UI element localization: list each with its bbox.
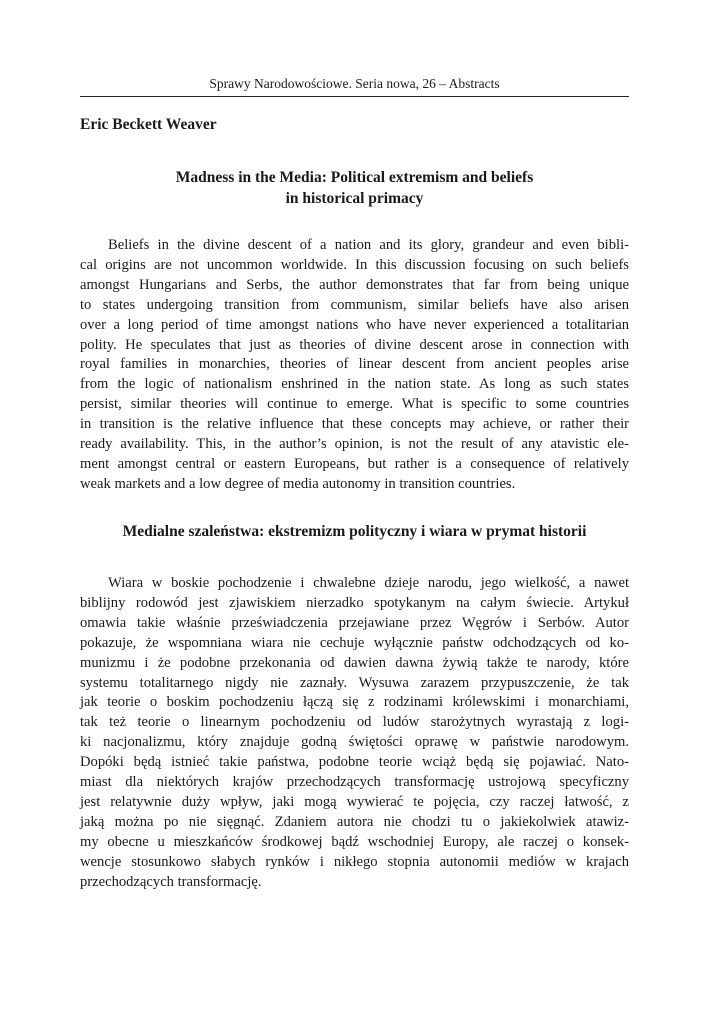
abstract-line: omawia takie właśnie przeświadczenia przejawiane przez Węgrów i Serbów. Autor: [80, 614, 629, 631]
title-line-2: in historical primacy: [285, 190, 424, 207]
abstract-line: amongst Hungarians and Serbs, the author demonstrates that far from being unique: [80, 276, 629, 293]
abstract-polish: [80, 574, 629, 893]
abstract-line: over a long period of time amongst nations who have never experienced a totalitarian: [80, 316, 629, 333]
abstract-line: cal origins are not uncommon worldwide. In this discussion focusing on such beliefs: [80, 256, 629, 273]
abstract-line: polity. He speculates that just as theories of divine descent arose in connection with: [80, 336, 629, 353]
abstract-line: ki nacjonalizmu, który znajduje godną świętości oprawę w państwie narodowym.: [80, 734, 629, 751]
abstract-line: miast dla niektórych krajów przechodzących transformację ustrojową specyficzny: [80, 774, 629, 791]
running-head: Sprawy Narodowościowe. Seria nowa, 26 – Abstracts: [209, 76, 500, 91]
abstract-line: royal families in monarchies, theories of linear descent from ancient peoples arise: [80, 356, 629, 373]
abstract-line: weak markets and a low degree of media autonomy in transition countries.: [80, 475, 516, 492]
abstract-line: from the logic of nationalism enshrined in the nation state. As long as such states: [80, 376, 629, 393]
abstract-line: Beliefs in the divine descent of a nation and its glory, grandeur and even bibli-: [108, 237, 629, 253]
abstract-line: przechodzących transformację.: [80, 873, 262, 890]
abstract-line: wencje stosunkowo słabych rynków i nikłego stopnia autonomii mediów w krajach: [80, 853, 629, 870]
abstract-line: munizmu i że podobne przekonania od dawien dawna żywią także te narody, które: [80, 654, 629, 671]
abstract-line: jest relatywnie duży wpływ, jaki mogą wywierać te pojęcia, czy raczej łatwość, z: [80, 793, 629, 810]
abstract-line: pokazuje, że wspomniana wiara nie cechuje wyłącznie państw odchodzących od ko-: [80, 634, 629, 651]
article-title-english: [80, 167, 629, 209]
abstract-line: systemu totalitarnego nigdy nie zaznały. Wysuwa zarazem przypuszczenie, że tak: [80, 674, 629, 691]
abstract-line: to states undergoing transition from communism, similar beliefs have also arisen: [80, 296, 629, 313]
header-rule: [80, 96, 629, 97]
abstract-line: tak też teorie o linearnym pochodzeniu od ludów starożytnych wyrastają z logi-: [80, 714, 629, 731]
abstract-line: Dopóki będą istnieć takie państwa, podobne teorie wciąż będą się pojawiać. Nato-: [80, 754, 629, 771]
abstract-line: jak teorie o boskim pochodzeniu łączą się z rodzinami królewskimi i monarchiami,: [80, 694, 629, 711]
abstract-english: [80, 236, 629, 495]
title-line-1: Madness in the Media: Political extremism and beliefs: [175, 169, 534, 186]
article-title-polish: Medialne szaleństwa: ekstremizm polityczny i wiara w prymat historii: [122, 523, 587, 540]
abstract-line: persist, similar theories will continue to emerge. What is specific to some countries: [80, 396, 629, 413]
author-name: Eric Beckett Weaver: [80, 116, 217, 133]
abstract-line: in transition is the relative influence that these concepts may achieve, or rather their: [80, 416, 629, 433]
abstract-line: Wiara w boskie pochodzenie i chwalebne dzieje narodu, jego wielkość, a nawet: [108, 575, 629, 591]
abstract-line: my obecne u mieszkańców środkowej bądź wschodniej Europy, ale raczej o konsek-: [80, 833, 629, 850]
abstract-line: biblijny rodowód jest zjawiskiem nierzadko spotykanym na całym świecie. Artykuł: [80, 594, 629, 611]
abstract-line: ready availability. This, in the author’s opinion, is not the result of any atavistic ele-: [80, 436, 629, 453]
abstract-line: jaką można po nie sięgnąć. Zdaniem autora nie chodzi tu o jakiekolwiek atawiz-: [80, 813, 629, 830]
abstract-line: ment amongst central or eastern Europeans, but rather is a consequence of relatively: [80, 455, 629, 472]
